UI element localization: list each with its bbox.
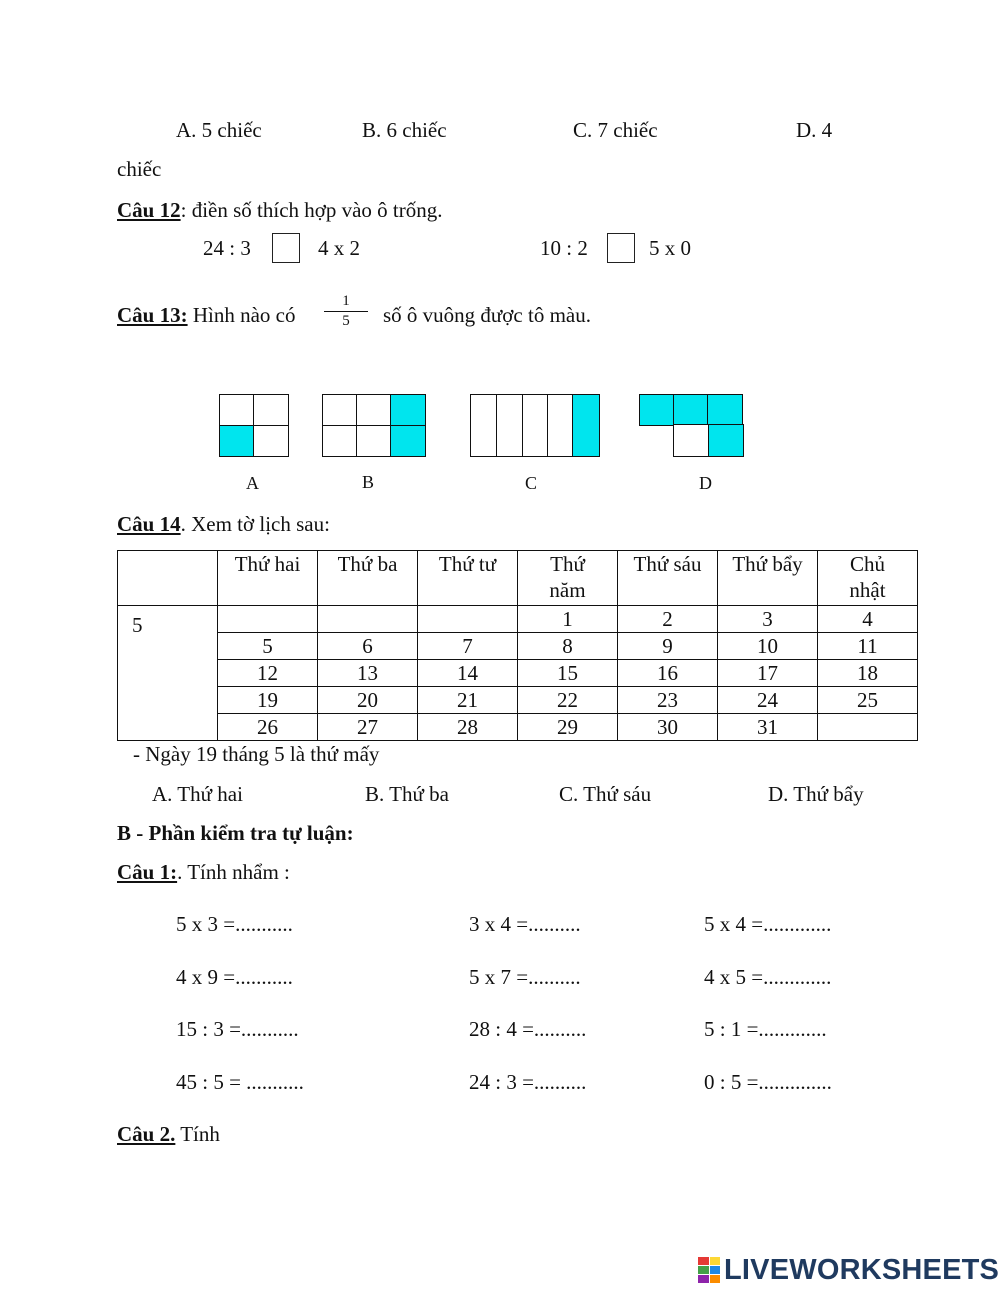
calendar-day: 25 bbox=[818, 687, 918, 714]
c1-exercise[interactable]: 45 : 5 = ........... bbox=[176, 1070, 304, 1094]
q13-text-before: Hình nào có bbox=[187, 303, 296, 327]
c1-exercise[interactable]: 3 x 4 =.......... bbox=[469, 912, 581, 936]
calendar-week-row bbox=[118, 714, 918, 741]
calendar-day: 8 bbox=[518, 633, 618, 660]
calendar-day: 15 bbox=[518, 660, 618, 687]
calendar-week-row bbox=[118, 633, 918, 660]
q13-heading bbox=[117, 303, 296, 328]
shape-b-cell bbox=[356, 394, 392, 427]
calendar-week-row bbox=[118, 660, 918, 687]
liveworksheets-logo bbox=[698, 1252, 999, 1288]
shape-c[interactable] bbox=[470, 394, 600, 457]
shape-c-strip bbox=[547, 394, 574, 457]
c1-text: . Tính nhẩm : bbox=[177, 860, 290, 884]
c2-label: Câu 2. bbox=[117, 1122, 176, 1146]
calendar-week-row bbox=[118, 687, 918, 714]
shape-c-strip bbox=[496, 394, 524, 457]
calendar-day: 11 bbox=[818, 633, 918, 660]
shape-a-label: A bbox=[246, 473, 259, 493]
calendar-day: 19 bbox=[218, 687, 318, 714]
shape-a-cell bbox=[253, 394, 289, 427]
c1-exercise[interactable]: 28 : 4 =.......... bbox=[469, 1017, 587, 1041]
c1-exercise[interactable]: 4 x 9 =........... bbox=[176, 965, 293, 989]
calendar-day: 12 bbox=[218, 660, 318, 687]
shape-a-cell-shaded bbox=[219, 425, 255, 457]
calendar-day: 18 bbox=[818, 660, 918, 687]
calendar-table bbox=[117, 550, 918, 741]
calendar-day: 30 bbox=[618, 714, 718, 741]
fraction-denominator: 5 bbox=[342, 313, 350, 329]
calendar-day bbox=[418, 606, 518, 633]
q14-option-c[interactable]: C. Thứ sáu bbox=[559, 782, 652, 806]
c1-exercise[interactable]: 5 : 1 =............. bbox=[704, 1017, 827, 1041]
calendar-day: 29 bbox=[518, 714, 618, 741]
calendar-day: 6 bbox=[318, 633, 418, 660]
shape-d-cell bbox=[673, 424, 709, 457]
calendar-day bbox=[218, 606, 318, 633]
q14-option-b[interactable]: B. Thứ ba bbox=[365, 782, 449, 806]
calendar-header-row bbox=[118, 551, 918, 606]
shape-b[interactable] bbox=[322, 394, 426, 457]
shape-d-cell-shaded bbox=[708, 424, 744, 457]
calendar-header: Thứ hai bbox=[218, 551, 318, 606]
shape-b-cell bbox=[322, 394, 358, 427]
shape-d-label: D bbox=[699, 473, 712, 493]
calendar-week-row bbox=[118, 606, 918, 633]
q11-option-d[interactable]: D. 4 bbox=[796, 118, 833, 142]
c1-exercise[interactable]: 0 : 5 =.............. bbox=[704, 1070, 832, 1094]
calendar-day: 24 bbox=[718, 687, 818, 714]
shape-b-cell-shaded bbox=[390, 425, 426, 457]
c1-exercise[interactable]: 24 : 3 =.......... bbox=[469, 1070, 587, 1094]
c1-exercise[interactable]: 5 x 4 =............. bbox=[704, 912, 832, 936]
c2-text: Tính bbox=[175, 1122, 220, 1146]
shape-b-label: B bbox=[362, 472, 375, 492]
shape-c-strip-shaded bbox=[572, 394, 600, 457]
calendar-header: Thứ sáu bbox=[618, 551, 718, 606]
c1-exercise[interactable]: 15 : 3 =........... bbox=[176, 1017, 299, 1041]
calendar-day: 7 bbox=[418, 633, 518, 660]
shape-b-cell bbox=[356, 425, 392, 457]
q11-option-d-wrap: chiếc bbox=[117, 157, 162, 181]
q14-heading bbox=[117, 512, 330, 537]
q12-right-b: 5 x 0 bbox=[649, 236, 691, 260]
q12-right-a: 10 : 2 bbox=[540, 236, 588, 260]
shape-a-cell bbox=[219, 394, 255, 427]
calendar-header: Thứ tư bbox=[418, 551, 518, 606]
calendar-day: 17 bbox=[718, 660, 818, 687]
calendar-header: Thứ bẩy bbox=[718, 551, 818, 606]
q14-option-d[interactable]: D. Thứ bẩy bbox=[768, 782, 864, 806]
shape-b-cell-shaded bbox=[390, 394, 426, 427]
shape-c-label: C bbox=[525, 473, 538, 493]
q11-option-a[interactable]: A. 5 chiếc bbox=[176, 118, 262, 142]
calendar-day: 26 bbox=[218, 714, 318, 741]
calendar-header: Thứ ba bbox=[318, 551, 418, 606]
shape-a-cell bbox=[253, 425, 289, 457]
q12-answer-box-1[interactable] bbox=[272, 233, 300, 263]
shape-d[interactable] bbox=[639, 394, 745, 457]
c1-exercise[interactable]: 5 x 7 =.......... bbox=[469, 965, 581, 989]
c1-exercise[interactable]: 4 x 5 =............. bbox=[704, 965, 832, 989]
calendar-day bbox=[818, 714, 918, 741]
q12-text: : điền số thích hợp vào ô trống. bbox=[180, 198, 443, 222]
c1-exercise[interactable]: 5 x 3 =........... bbox=[176, 912, 293, 936]
calendar-day: 16 bbox=[618, 660, 718, 687]
logo-blocks-icon bbox=[698, 1257, 720, 1283]
calendar-day: 14 bbox=[418, 660, 518, 687]
q14-text: . Xem tờ lịch sau: bbox=[180, 512, 330, 536]
logo-text: LIVEWORKSHEETS bbox=[724, 1253, 1000, 1286]
section-b-title: B - Phần kiểm tra tự luận: bbox=[117, 821, 354, 845]
q12-answer-box-2[interactable] bbox=[607, 233, 635, 263]
q14-option-a[interactable]: A. Thứ hai bbox=[152, 782, 243, 806]
calendar-day: 9 bbox=[618, 633, 718, 660]
calendar-day: 1 bbox=[518, 606, 618, 633]
q14-question: - Ngày 19 tháng 5 là thứ mấy bbox=[133, 742, 380, 766]
q12-left-a: 24 : 3 bbox=[203, 236, 251, 260]
c1-heading bbox=[117, 860, 290, 885]
calendar-day: 5 bbox=[218, 633, 318, 660]
calendar-day: 20 bbox=[318, 687, 418, 714]
calendar-day: 28 bbox=[418, 714, 518, 741]
q11-option-b[interactable]: B. 6 chiếc bbox=[362, 118, 447, 142]
calendar-month-cell: 5 bbox=[118, 606, 218, 741]
q12-left-b: 4 x 2 bbox=[318, 236, 360, 260]
shape-d-cell-shaded bbox=[707, 394, 743, 426]
calendar-day: 10 bbox=[718, 633, 818, 660]
q11-option-c[interactable]: C. 7 chiếc bbox=[573, 118, 658, 142]
calendar-day: 27 bbox=[318, 714, 418, 741]
shape-d-cell-shaded bbox=[673, 394, 709, 426]
calendar-corner-cell bbox=[118, 551, 218, 606]
calendar-day: 31 bbox=[718, 714, 818, 741]
calendar-day: 21 bbox=[418, 687, 518, 714]
c1-label: Câu 1: bbox=[117, 860, 178, 884]
calendar-day bbox=[318, 606, 418, 633]
shape-b-cell bbox=[322, 425, 358, 457]
q12-heading bbox=[117, 198, 443, 223]
fraction-numerator: 1 bbox=[342, 293, 350, 309]
shape-a[interactable] bbox=[219, 394, 289, 457]
shape-d-cell-shaded bbox=[639, 394, 675, 426]
q13-label: Câu 13: bbox=[117, 303, 188, 327]
shape-c-strip bbox=[470, 394, 498, 457]
calendar-day: 3 bbox=[718, 606, 818, 633]
q14-label: Câu 14 bbox=[117, 512, 181, 536]
calendar-header: Chủ nhật bbox=[818, 551, 918, 606]
fraction-one-fifth bbox=[324, 293, 368, 330]
calendar-day: 23 bbox=[618, 687, 718, 714]
calendar-day: 13 bbox=[318, 660, 418, 687]
q12-label: Câu 12 bbox=[117, 198, 181, 222]
c2-heading bbox=[117, 1122, 220, 1147]
q13-text-after: số ô vuông được tô màu. bbox=[383, 303, 591, 327]
calendar-day: 2 bbox=[618, 606, 718, 633]
calendar-header: Thứ năm bbox=[518, 551, 618, 606]
calendar-day: 22 bbox=[518, 687, 618, 714]
shape-c-strip bbox=[522, 394, 549, 457]
calendar-day: 4 bbox=[818, 606, 918, 633]
